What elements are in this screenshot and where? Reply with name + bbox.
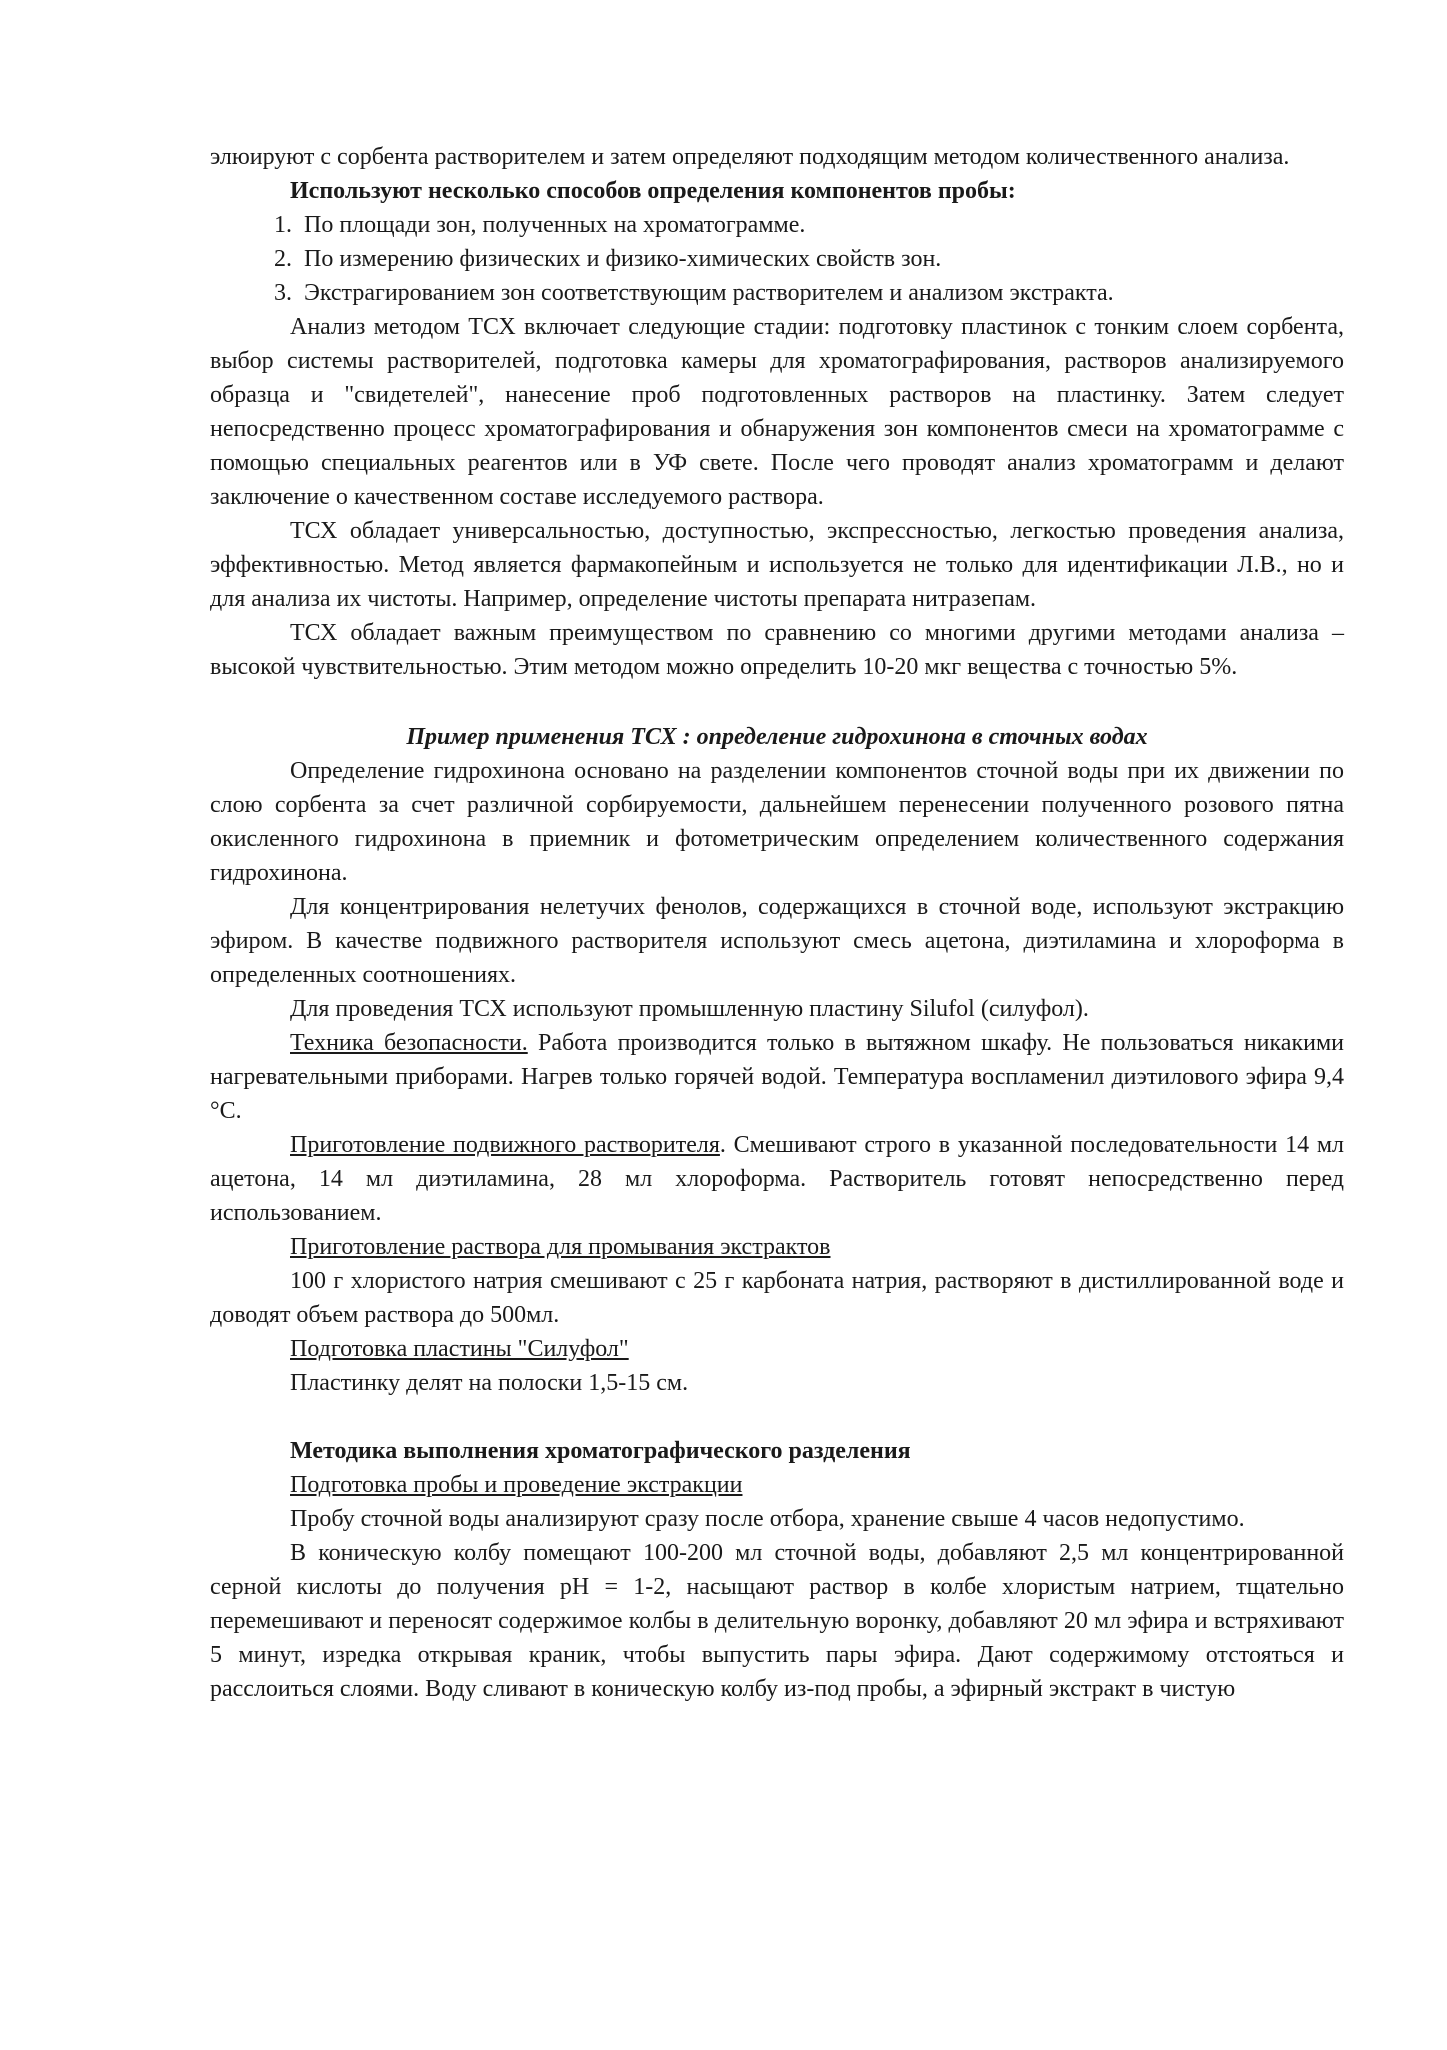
wash-solution-heading <box>210 1230 1344 1264</box>
paragraph-silufol: Пластинку делят на полоски 1,5-15 см. <box>290 1370 689 1396</box>
paragraph-safety <box>210 1026 1344 1128</box>
paragraph-plate: Для проведения ТСХ используют промышленную пластину Silufol (силуфол). <box>290 996 1089 1022</box>
silufol-label: Подготовка пластины "Силуфол" <box>290 1336 629 1362</box>
document-page <box>210 140 1344 1706</box>
paragraph-universal: ТСХ обладает универсальностью, доступностью, экспрессностью, легкостью проведения анализа, эффективностью. Метод является фармакопейным и используется не только для идентификации Л.В., но и для анализа их чистоты. Например, определение чистоты препарата нитразепам. <box>210 518 1344 612</box>
list-item: 1. По площади зон, полученных на хроматограмме. <box>298 208 1344 242</box>
paragraph-flask: В коническую колбу помещают 100-200 мл сточной воды, добавляют 2,5 мл концентрированной серной кислоты до получения рН = 1-2, насыщают раствор в колбе хлористым натрием, тщательно перемешивают и переносят содержимое колбы в делительную воронку, добавляют 20 мл эфира и встряхивают 5 минут, изредка открывая краник, чтобы выпустить пары эфира. Дают содержимому отстояться и расслоиться слоями. Воду сливают в коническую колбу из-под пробы, а эфирный экстракт в чистую <box>210 1540 1344 1702</box>
paragraph-sensitivity: ТСХ обладает важным преимуществом по сравнению со многими другими методами анализа – высокой чувствительностью. Этим методом можно определить 10-20 мкг вещества с точностью 5%. <box>210 620 1344 680</box>
sample-prep-label: Подготовка пробы и проведение экстракции <box>290 1472 743 1498</box>
list-item: 2. По измерению физических и физико-химических свойств зон. <box>298 242 1344 276</box>
paragraph-stages: Анализ методом ТСХ включает следующие стадии: подготовку пластинок с тонким слоем сорбента, выбор системы растворителей, подготовка камеры для хроматографирования, растворов анализируемого образца и "свидетелей", нанесение проб подготовленных растворов на пластинку. Затем следует непосредственно процесс хроматографирования и обнаружения зон компонентов смеси на хроматограмме с помощью специальных реагентов или в УФ свете. После чего проводят анализ хроматограмм и делают заключение о качественном составе исследуемого раствора. <box>210 314 1344 510</box>
paragraph-basis: Определение гидрохинона основано на разделении компонентов сточной воды при их движении по слою сорбента за счет различной сорбируемости, дальнейшем перенесении полученного розового пятна окисленного гидрохинона в приемник и фотометрическим определением количественного содержания гидрохинона. <box>210 758 1344 886</box>
methods-list <box>210 208 1344 310</box>
paragraph-elution: элюируют с сорбента растворителем и затем определяют подходящим методом количественного анализа. <box>210 144 1290 170</box>
list-item: 3. Экстрагированием зон соответствующим растворителем и анализом экстракта. <box>298 276 1344 310</box>
paragraph-concentration: Для концентрирования нелетучих фенолов, содержащихся в сточной воде, используют экстракцию эфиром. В качестве подвижного растворителя используют смесь ацетона, диэтиламина и хлороформа в определенных соотношениях. <box>210 894 1344 988</box>
spacer <box>210 684 1344 720</box>
paragraph-wash-solution: 100 г хлористого натрия смешивают с 25 г карбоната натрия, растворяют в дистиллированной воде и доводят объем раствора до 500мл. <box>210 1268 1344 1328</box>
safety-label: Техника безопасности. <box>290 1030 528 1056</box>
sample-prep-heading <box>210 1468 1344 1502</box>
example-title: Пример применения ТСХ : определение гидрохинона в сточных водах <box>406 724 1148 750</box>
methods-heading: Используют несколько способов определения компонентов пробы: <box>290 178 1016 204</box>
silufol-heading <box>210 1332 1344 1366</box>
mobile-solvent-label: Приготовление подвижного растворителя <box>290 1132 720 1158</box>
mobile-solvent-text: . Смешивают строго в указанной последовательности 14 мл ацетона, 14 мл диэтиламина, 28 мл хлороформа. Растворитель готовят непосредственно перед использованием. <box>210 1132 1344 1226</box>
method-heading: Методика выполнения хроматографического разделения <box>290 1438 911 1464</box>
safety-text: Работа производится только в вытяжном шкафу. Не пользоваться никакими нагревательными приборами. Нагрев только горячей водой. Температура воспламенил диэтилового эфира 9,4 °С. <box>210 1030 1344 1124</box>
wash-solution-label: Приготовление раствора для промывания экстрактов <box>290 1234 831 1260</box>
paragraph-mobile-solvent <box>210 1128 1344 1230</box>
spacer <box>210 1400 1344 1434</box>
paragraph-sample-prep: Пробу сточной воды анализируют сразу после отбора, хранение свыше 4 часов недопустимо. <box>290 1506 1245 1532</box>
